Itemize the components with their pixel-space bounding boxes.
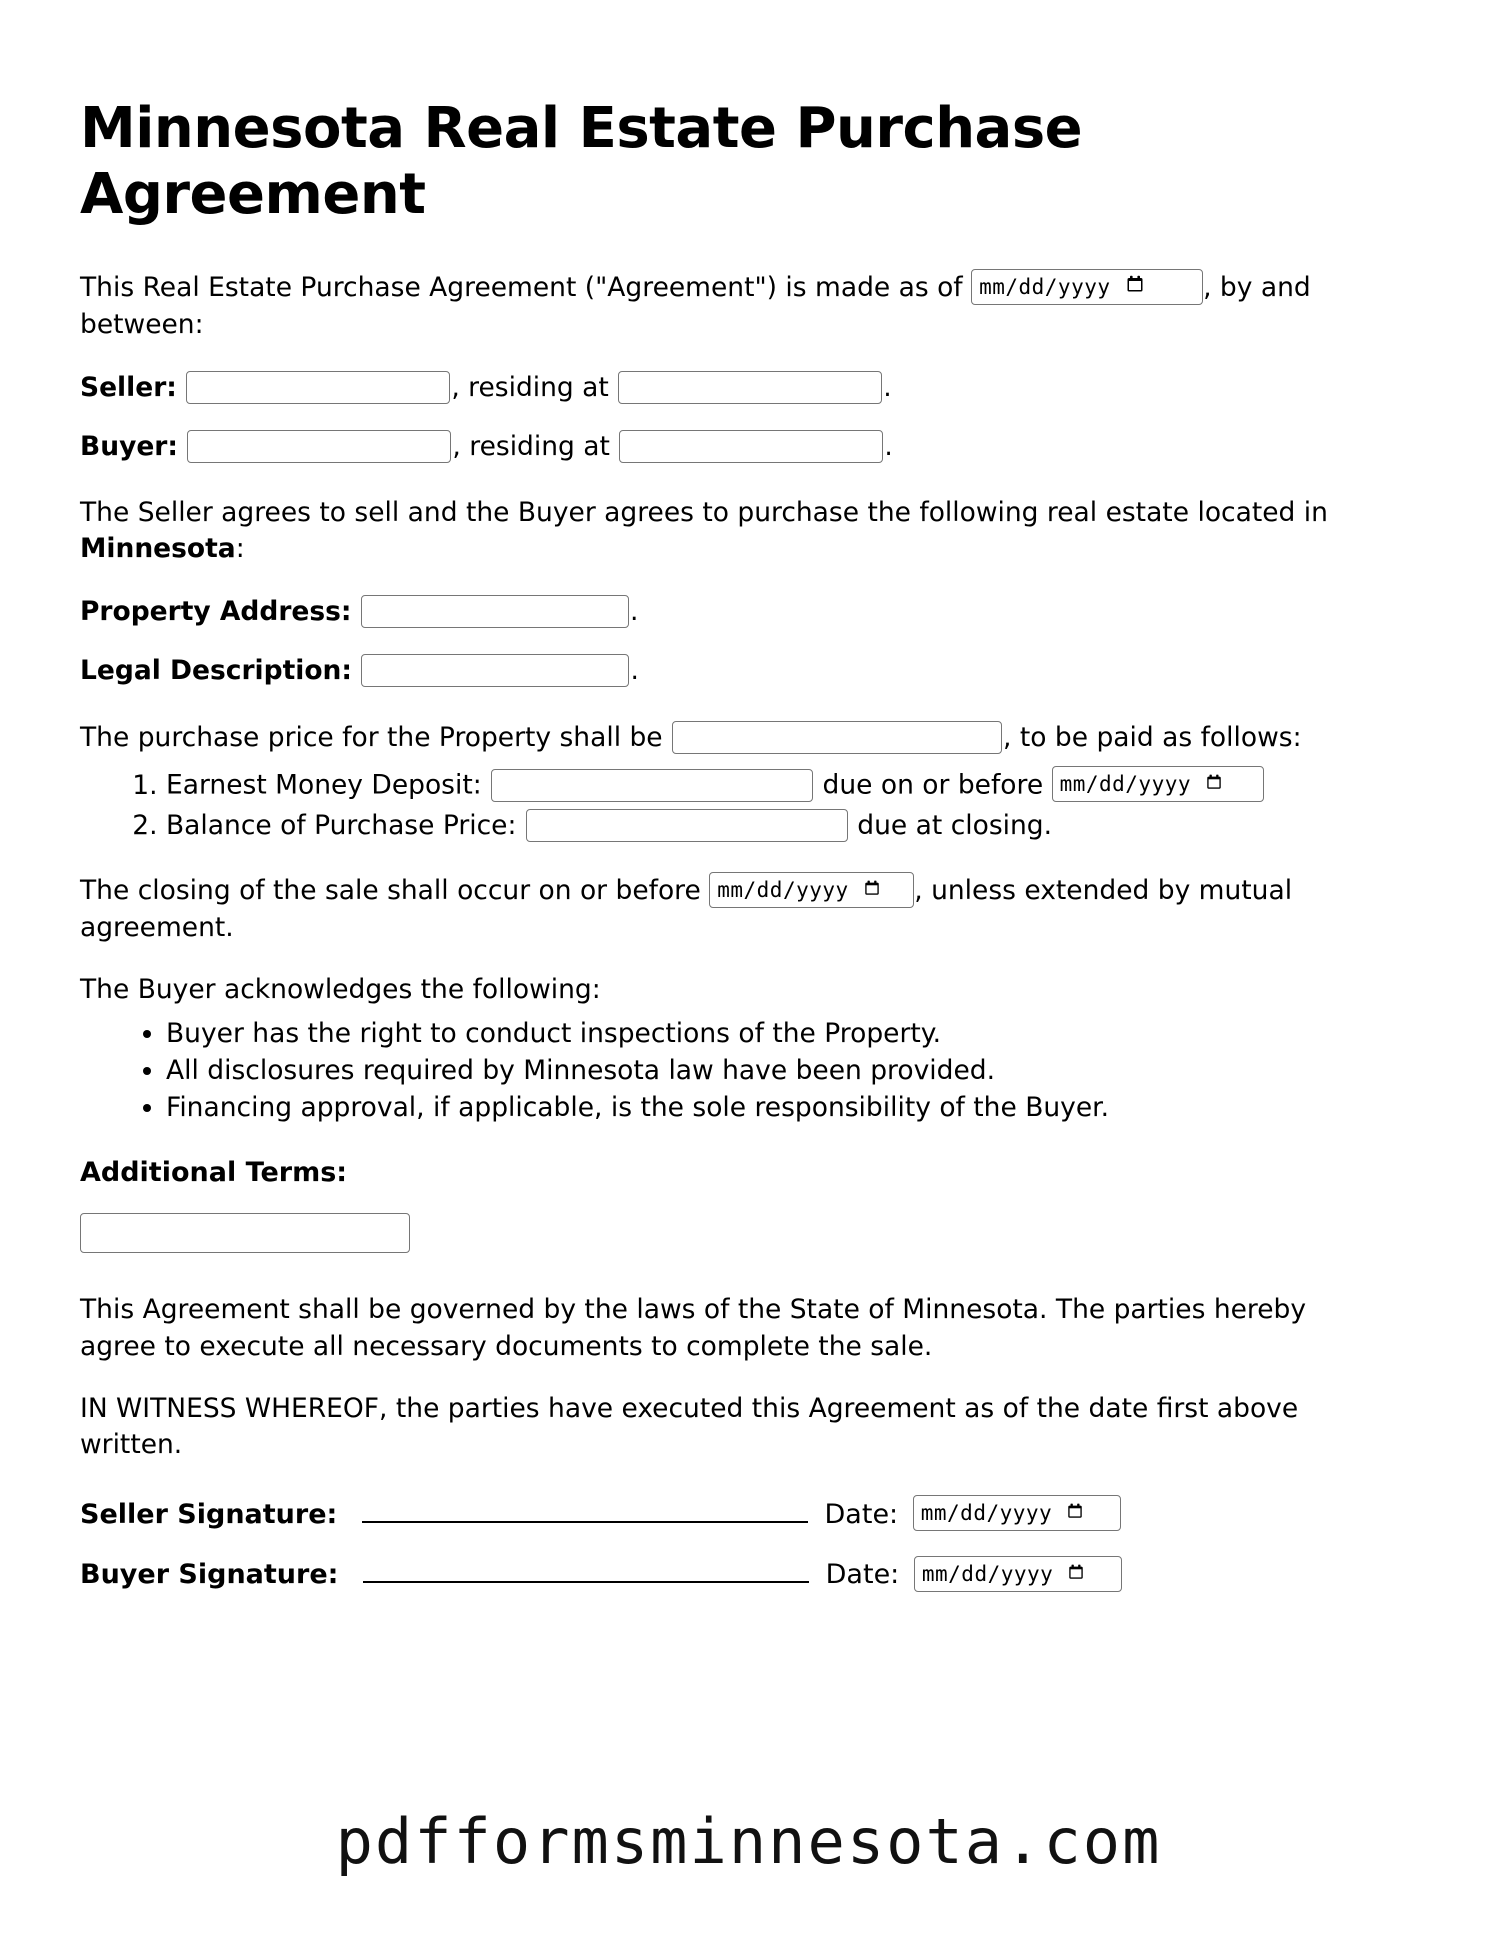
seller-signature-line[interactable] (362, 1495, 808, 1523)
buyer-address-input[interactable] (619, 430, 883, 463)
buyer-signature-label: Buyer Signature: (80, 1559, 339, 1591)
buyer-residing-label: , residing at (452, 430, 610, 462)
property-state-name: Minnesota (80, 532, 236, 564)
property-intro-line2-prefix: located in (1197, 496, 1328, 528)
additional-terms-heading: Additional Terms: (80, 1157, 348, 1189)
buyer-signature-date-placeholder: mm/dd/yyyy (921, 1561, 1054, 1586)
seller-signature-date-placeholder: mm/dd/yyyy (920, 1501, 1053, 1526)
closing-date-placeholder: mm/dd/yyyy (717, 877, 849, 902)
buyer-period: . (884, 430, 893, 462)
witness-paragraph: IN WITNESS WHEREOF, the parties have executed this Agreement as of the date first above written. (80, 1392, 1299, 1460)
seller-signature-date-input[interactable] (913, 1495, 1121, 1531)
agreement-date-paragraph (80, 270, 1340, 343)
property-address-row (80, 593, 1401, 630)
governing-law-paragraph: This Agreement shall be governed by the laws of the State of Minnesota. The parties hereby agree to execute all necessary documents to complete the sale. (80, 1294, 1307, 1362)
seller-signature-label: Seller Signature: (80, 1498, 338, 1530)
seller-name-input[interactable] (186, 371, 450, 404)
footer-watermark: pdfformsminnesota.com (335, 1805, 1162, 1878)
earnest-money-label: Earnest Money Deposit: (166, 769, 482, 801)
balance-tail-text: due at closing. (857, 810, 1053, 842)
buyer-row (80, 428, 1401, 465)
agreement-date-outro-text: , by and between: (80, 272, 1311, 340)
seller-signature-date-label: Date: (824, 1498, 899, 1530)
earnest-money-mid-text: due on or before (822, 769, 1044, 801)
additional-terms-input[interactable] (80, 1213, 410, 1253)
purchase-price-text-after: , to be paid as follows: (1003, 722, 1302, 754)
calendar-icon[interactable] (1205, 767, 1223, 801)
property-address-period: . (629, 595, 639, 627)
agreement-date-input[interactable] (971, 269, 1203, 305)
property-intro-paragraph (80, 495, 1340, 567)
list-item: • All disclosures required by Minnesota law have been provided. (166, 1053, 1401, 1088)
buyer-label: Buyer: (80, 430, 178, 462)
closing-paragraph (80, 873, 1340, 946)
buyer-signature-date-input[interactable] (914, 1556, 1122, 1592)
seller-period: . (883, 371, 892, 403)
page-title: Minnesota Real Estate Purchase Agreement (80, 96, 1083, 228)
legal-description-label: Legal Description: (80, 655, 353, 687)
purchase-price-row (80, 719, 1401, 756)
buyer-signature-line[interactable] (363, 1555, 809, 1583)
agreement-date-placeholder: mm/dd/yyyy (979, 274, 1111, 299)
acknowledgements-heading: The Buyer acknowledges the following: (80, 973, 601, 1005)
buyer-name-input[interactable] (187, 430, 451, 463)
purchase-price-input[interactable] (672, 721, 1002, 754)
seller-residing-label: , residing at (451, 371, 609, 403)
legal-description-input[interactable] (361, 654, 629, 687)
legal-description-row (80, 652, 1401, 689)
list-item-earnest-money (166, 768, 1401, 804)
closing-text-before: The closing of the sale shall occur on or before (80, 875, 701, 907)
acknowledgements-list (80, 1016, 1401, 1126)
seller-label: Seller: (80, 371, 177, 403)
closing-text-after: , unless extended by mutual agreement. (80, 875, 1293, 943)
list-item-balance (166, 810, 1401, 843)
property-address-label: Property Address: (80, 595, 352, 627)
property-intro-line1: The Seller agrees to sell and the Buyer agrees to purchase the following real estate (80, 496, 1190, 528)
closing-date-input[interactable] (709, 872, 914, 908)
balance-label: Balance of Purchase Price: (166, 810, 517, 842)
buyer-signature-date-label: Date: (825, 1559, 900, 1591)
earnest-money-date-input[interactable] (1052, 766, 1264, 802)
legal-description-period: . (630, 655, 639, 687)
property-intro-line2-suffix: : (235, 532, 245, 564)
payment-terms-list (80, 768, 1401, 843)
calendar-icon[interactable] (1066, 1496, 1084, 1530)
purchase-price-text-before: The purchase price for the Property shall be (80, 722, 663, 754)
calendar-icon[interactable] (1125, 270, 1145, 304)
property-address-input[interactable] (361, 595, 629, 628)
earnest-money-amount-input[interactable] (491, 769, 813, 802)
buyer-signature-row (80, 1555, 1401, 1594)
agreement-date-intro-text: This Real Estate Purchase Agreement ("Agreement") is made as of (80, 272, 963, 304)
earnest-money-date-placeholder: mm/dd/yyyy (1059, 772, 1191, 797)
list-item: • Buyer has the right to conduct inspections of the Property. (166, 1016, 1401, 1051)
seller-row (80, 369, 1401, 406)
seller-signature-row (80, 1495, 1401, 1534)
list-item: • Financing approval, if applicable, is the sole responsibility of the Buyer. (166, 1090, 1401, 1125)
balance-amount-input[interactable] (526, 809, 848, 842)
seller-address-input[interactable] (618, 371, 882, 404)
calendar-icon[interactable] (1067, 1557, 1085, 1591)
calendar-icon[interactable] (863, 873, 881, 907)
